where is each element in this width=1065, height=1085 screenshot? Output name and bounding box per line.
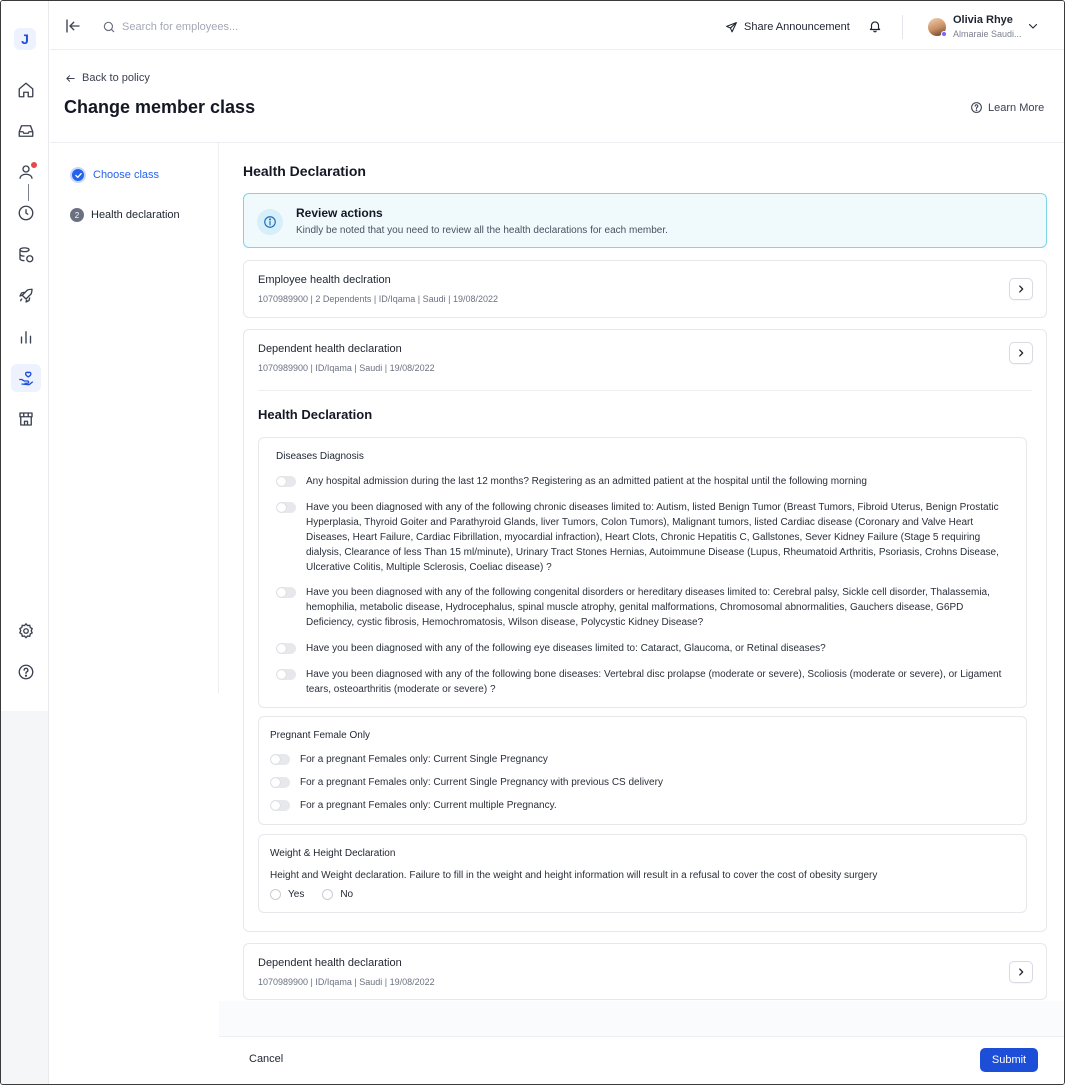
chevron-down-icon[interactable] xyxy=(1027,20,1039,32)
expand-button[interactable] xyxy=(1009,342,1033,364)
employee-declaration-card[interactable] xyxy=(243,260,1047,318)
radio-circle xyxy=(322,889,333,900)
question-row xyxy=(270,798,1010,813)
toggle-switch[interactable] xyxy=(276,669,296,680)
page-title: Change member class xyxy=(64,97,256,117)
share-announcement-label: Share Announcement xyxy=(744,21,850,33)
question-text: Any hospital admission during the last 12 months? Registering as an admitted patient at the hospital until the following morning xyxy=(306,476,867,487)
rocket-icon[interactable] xyxy=(15,285,37,307)
chevron-right-icon xyxy=(1016,967,1026,977)
chevron-right-icon xyxy=(1016,284,1026,294)
yes-no-group xyxy=(270,889,353,900)
question-row xyxy=(276,585,1011,630)
cancel-button[interactable]: Cancel xyxy=(249,1053,284,1065)
alert-title: Review actions xyxy=(296,206,383,220)
review-actions-alert xyxy=(243,193,1047,248)
inbox-icon[interactable] xyxy=(15,120,37,142)
submit-button[interactable]: Submit xyxy=(980,1048,1038,1072)
toggle-switch[interactable] xyxy=(270,800,290,811)
help-icon[interactable] xyxy=(15,661,37,683)
expand-button[interactable] xyxy=(1009,278,1033,300)
stepper xyxy=(50,143,219,693)
section-title: Pregnant Female Only xyxy=(270,730,371,741)
weight-height-text: Height and Weight declaration. Failure to fill in the weight and height information will result in a refusal to cover the cost of obesity surgery xyxy=(270,870,878,881)
question-text: Have you been diagnosed with any of the following chronic diseases limited to: Autism, listed Benign Tumor (Breast Tumors, Fibroid Uterus, Benign Prostatic Hyperplasia, Thyroid Goiter and Parathyroid Glands, liver Tumors, Colon Tumors), Malignant tumors, listed Cardiac disease (Coronary and Valve Heart Diseases, Heart Failure, Cardiac Fibrillation, myocardial infraction), Heart Clots, Chronic Hepatitis C, Gallstones, Sever Kidney Failure (Stage 5 requiring dialysis, Clearance of less Than 15 ml/minute), Urinary Tract Stones Hernias, Autoimmune Disease (Lupus, Rheumatoid Arthritis, Psoriasis, Crohns Disease, Ulcerative Colitis, Multiple Sclerosis, Coeliac disease) ? xyxy=(306,502,999,573)
rail-background xyxy=(1,711,49,1085)
help-circle-icon xyxy=(970,101,983,114)
card-title: Employee health declration xyxy=(258,274,391,286)
bell-icon[interactable] xyxy=(868,19,882,33)
radio-yes[interactable] xyxy=(270,889,304,900)
question-row xyxy=(270,752,1010,767)
step-number: 2 xyxy=(70,208,84,222)
section-title: Weight & Height Declaration xyxy=(270,848,396,859)
expand-button[interactable] xyxy=(1009,961,1033,983)
share-announcement-button[interactable] xyxy=(725,17,850,37)
step-choose-class[interactable] xyxy=(70,167,159,183)
top-bar xyxy=(50,1,1064,50)
dependent-declaration-card-2[interactable] xyxy=(243,943,1047,1000)
card-meta: 1070989900 | ID/Iqama | Saudi | 19/08/2022 xyxy=(258,363,435,373)
toggle-switch[interactable] xyxy=(270,754,290,765)
search-input[interactable] xyxy=(122,17,422,37)
health-declaration-title: Health Declaration xyxy=(258,407,373,422)
diseases-section xyxy=(258,437,1027,708)
pregnant-section xyxy=(258,716,1027,825)
database-icon[interactable] xyxy=(15,244,37,266)
send-icon xyxy=(725,21,738,34)
arrow-left-icon xyxy=(65,73,76,84)
toggle-switch[interactable] xyxy=(276,502,296,513)
radio-no[interactable] xyxy=(322,889,353,900)
step-label: Choose class xyxy=(93,169,160,181)
hand-heart-icon[interactable] xyxy=(11,364,41,392)
check-icon xyxy=(70,167,86,183)
content-bottom-band xyxy=(219,1001,1064,1036)
settings-icon[interactable] xyxy=(15,620,37,642)
radio-label: No xyxy=(340,889,354,900)
question-text: For a pregnant Females only: Current Single Pregnancy with previous CS delivery xyxy=(300,777,663,788)
question-text: Have you been diagnosed with any of the following eye diseases limited to: Cataract, Glaucoma, or Retinal diseases? xyxy=(306,643,826,654)
user-name: Olivia Rhye xyxy=(953,14,1013,26)
action-footer xyxy=(219,1036,1064,1084)
user-company: Almaraie Saudi... xyxy=(953,29,1022,39)
toggle-switch[interactable] xyxy=(276,476,296,487)
app-logo[interactable]: J xyxy=(14,28,36,50)
question-row xyxy=(276,500,1011,575)
card-meta: 1070989900 | ID/Iqama | Saudi | 19/08/2022 xyxy=(258,977,435,987)
search-icon xyxy=(102,20,116,34)
alert-text: Kindly be noted that you need to review all the health declarations for each member. xyxy=(296,225,668,236)
question-text: Have you been diagnosed with any of the following congenital disorders or hereditary diseases limited to: Cerebral palsy, Sickle cell disorder, Thalassemia, hemophilia, metabolic disease, Hydrocephalus, spinal muscle atrophy, genital malformations, Chromosomal abnormalities, Gauchers disease, G6PD Deficiency, cystic fibrosis, Hemochromatosis, Wilson disease, Polycystic Kidney Disease? xyxy=(306,587,990,628)
user-icon[interactable] xyxy=(15,161,37,183)
question-row xyxy=(270,775,1010,790)
collapse-sidebar-icon[interactable] xyxy=(64,17,82,35)
toggle-switch[interactable] xyxy=(270,777,290,788)
question-text: For a pregnant Females only: Current Single Pregnancy xyxy=(300,754,548,765)
clock-icon[interactable] xyxy=(15,202,37,224)
dependent-declaration-card xyxy=(243,329,1047,932)
step-connector xyxy=(28,184,29,201)
back-to-policy-label: Back to policy xyxy=(82,72,150,84)
section-title: Diseases Diagnosis xyxy=(276,451,364,462)
card-meta: 1070989900 | 2 Dependents | ID/Iqama | Saudi | 19/08/2022 xyxy=(258,294,499,304)
radio-circle xyxy=(270,889,281,900)
learn-more-label: Learn More xyxy=(988,101,1045,114)
learn-more-button[interactable] xyxy=(970,101,1044,114)
question-text: For a pregnant Females only: Current multiple Pregnancy. xyxy=(300,800,557,811)
question-row xyxy=(276,474,1011,489)
left-rail xyxy=(1,1,49,711)
step-label: Health declaration xyxy=(91,209,180,221)
back-to-policy-link[interactable] xyxy=(65,72,150,84)
store-icon[interactable] xyxy=(15,408,37,430)
card-title: Dependent health declaration xyxy=(258,957,402,969)
bar-chart-icon[interactable] xyxy=(15,326,37,348)
home-icon[interactable] xyxy=(15,79,37,101)
info-icon xyxy=(257,209,283,235)
question-text: Have you been diagnosed with any of the following bone diseases: Vertebral disc prolapse (moderate or severe), Scoliosis (moderate or severe), or Ligament tears, osteoarthritis (moderate or severe) ? xyxy=(306,669,1002,695)
card-title: Dependent health declaration xyxy=(258,343,402,355)
topbar-divider xyxy=(902,15,903,39)
toggle-switch[interactable] xyxy=(276,587,296,598)
toggle-switch[interactable] xyxy=(276,643,296,654)
section-title: Health Declaration xyxy=(243,163,366,179)
question-row xyxy=(276,667,1011,697)
question-row xyxy=(276,641,1011,656)
avatar-status-dot xyxy=(941,31,947,37)
chevron-right-icon xyxy=(1016,348,1026,358)
radio-label: Yes xyxy=(288,889,305,900)
card-divider xyxy=(258,390,1032,391)
step-health-declaration[interactable] xyxy=(70,208,180,222)
weight-height-section xyxy=(258,834,1027,913)
notification-dot xyxy=(31,162,37,168)
